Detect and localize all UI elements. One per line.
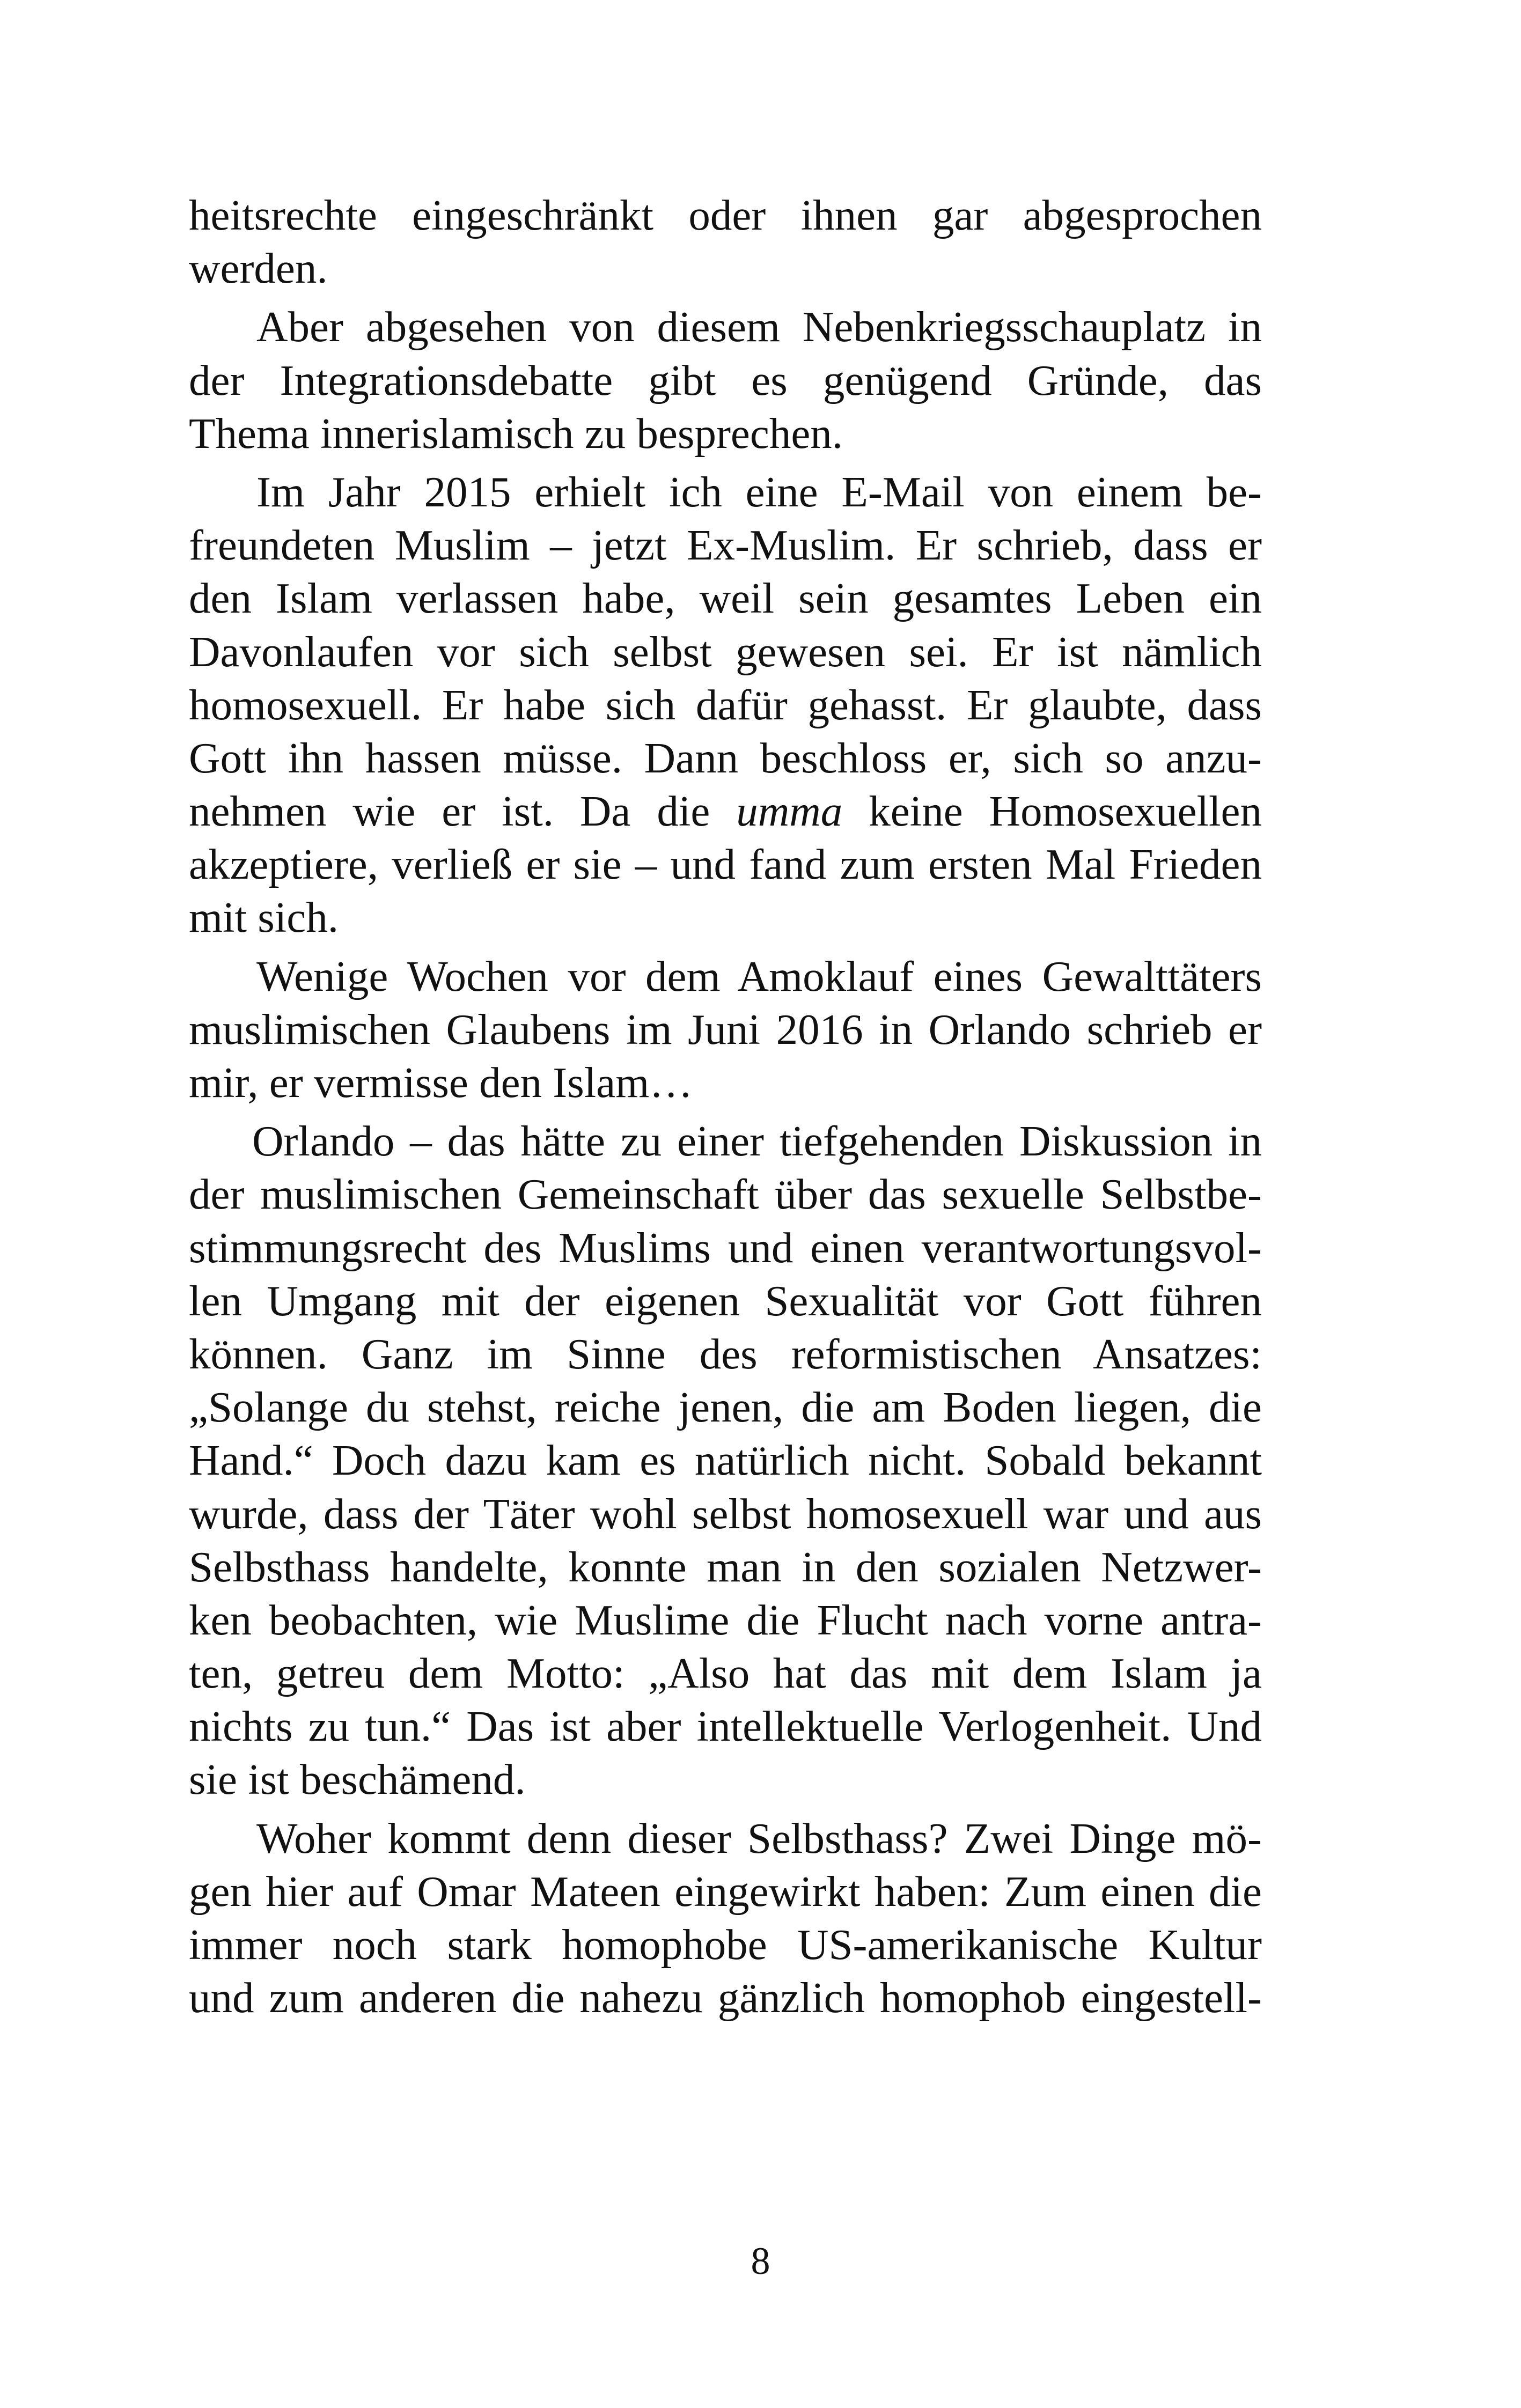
text-line: ken beobachten, wie Muslime die Flucht nach vorne antra- [189, 1595, 1262, 1644]
text-line: können. Ganz im Sinne des reformistischen Ansatzes: [189, 1329, 1262, 1378]
text-line: mir, er vermisse den Islam… [189, 1058, 693, 1107]
text-line: Im Jahr 2015 erhielt ich eine E-Mail von einem be- [256, 467, 1262, 516]
text-segment: nehmen wie er ist. Da die [189, 787, 737, 836]
text-line: Gott ihn hassen müsse. Dann beschloss er, sich so anzu- [189, 733, 1262, 782]
text-line: der Integrationsdebatte gibt es genügend Gründe, das [189, 356, 1262, 404]
text-line: Davonlaufen vor sich selbst gewesen sei. Er ist nämlich [189, 627, 1262, 676]
text-line: „Solange du stehst, reiche jenen, die am Boden liegen, die [189, 1383, 1262, 1432]
text-line: muslimischen Glaubens im Juni 2016 in Orlando schrieb er [189, 1005, 1262, 1054]
text-line: immer noch stark homophobe US-amerikanische Kultur [189, 1920, 1262, 1969]
text-line: heitsrechte eingeschränkt oder ihnen gar abgesprochen [189, 191, 1262, 239]
text-line: freundeten Muslim – jetzt Ex-Muslim. Er schrieb, dass er [189, 521, 1262, 570]
italic-term: umma [736, 787, 843, 836]
text-line: Hand.“ Doch dazu kam es natürlich nicht. Sobald bekannt [189, 1436, 1262, 1485]
page-number: 8 [751, 2240, 770, 2282]
text-segment: keine Homosexuellen [842, 787, 1262, 836]
text-line: und zum anderen die nahezu gänzlich homophob eingestell- [189, 1973, 1262, 2022]
text-line: Wenige Wochen vor dem Amoklauf eines Gewalttäters [256, 952, 1262, 1000]
text-line: Aber abgesehen von diesem Nebenkriegsschauplatz in [256, 303, 1262, 351]
text-line [189, 785, 1262, 838]
text-line: wurde, dass der Täter wohl selbst homosexuell war und aus [189, 1489, 1262, 1538]
text-line: homosexuell. Er habe sich dafür gehasst. Er glaubte, dass [189, 680, 1262, 729]
text-line: stimmungsrecht des Muslims und einen verantwortungsvol- [189, 1223, 1262, 1272]
text-line: den Islam verlassen habe, weil sein gesamtes Leben ein [189, 574, 1262, 623]
text-line: nichts zu tun.“ Das ist aber intellektuelle Verlogenheit. Und [189, 1702, 1262, 1751]
text-line: akzeptiere, verließ er sie – und fand zum ersten Mal Frieden [189, 840, 1262, 889]
text-line: gen hier auf Omar Mateen eingewirkt haben: Zum einen die [189, 1867, 1262, 1916]
text-line: sie ist beschämend. [189, 1755, 526, 1804]
text-line: mit sich. [189, 893, 339, 942]
text-line: der muslimischen Gemeinschaft über das sexuelle Selbstbe- [189, 1170, 1262, 1219]
text-line: Orlando – das hätte zu einer tiefgehenden Diskussion in [252, 1117, 1262, 1166]
text-line: Woher kommt denn dieser Selbsthass? Zwei Dinge mö- [256, 1814, 1262, 1862]
body-text [189, 189, 1262, 2024]
text-line: ten, getreu dem Motto: „Also hat das mit dem Islam ja [189, 1649, 1262, 1698]
text-line: Thema innerislamisch zu besprechen. [189, 409, 843, 458]
text-line: werden. [189, 244, 328, 293]
text-line: Selbsthass handelte, konnte man in den sozialen Netzwer- [189, 1542, 1262, 1591]
text-line: len Umgang mit der eigenen Sexualität vor Gott führen [189, 1276, 1262, 1325]
